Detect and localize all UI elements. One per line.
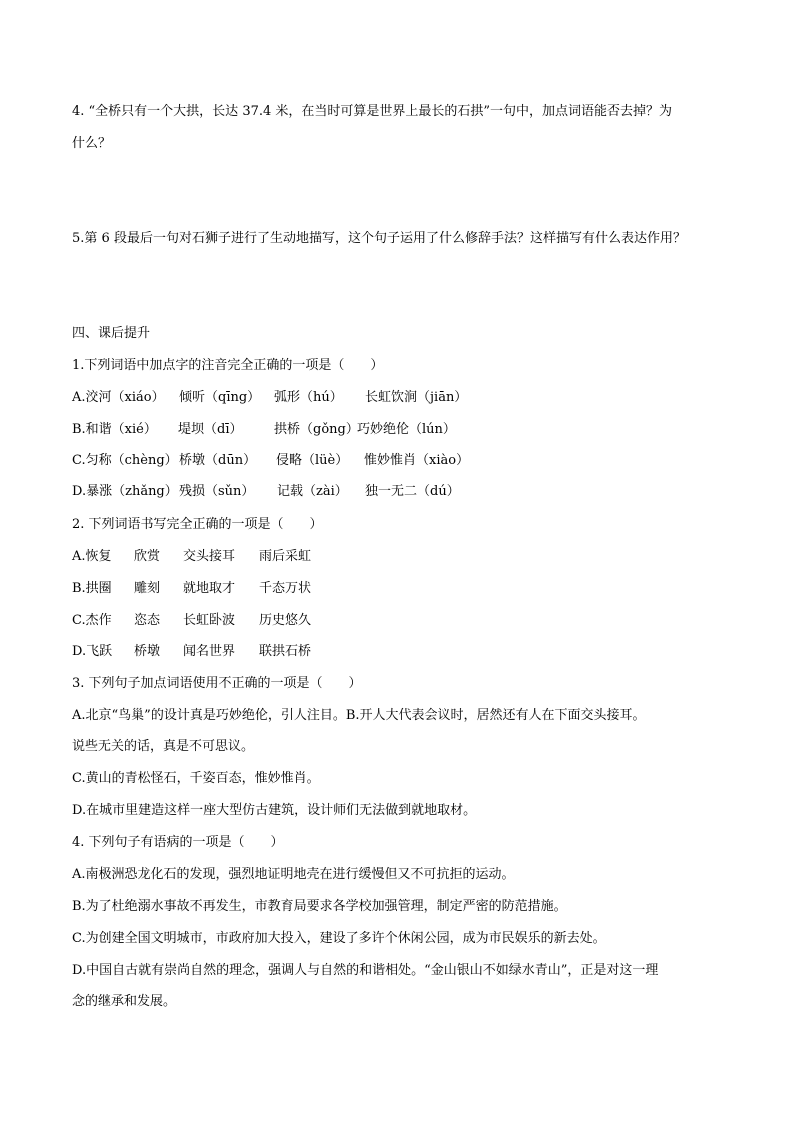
q3-option-c: C.黄山的青松怪石，千姿百态，惟妙惟肖。 — [72, 771, 320, 786]
q2-option-c — [72, 612, 311, 630]
q1-b-4: 巧妙绝伦（lún） — [357, 422, 456, 437]
q1-a-2: 倾听（qīng） — [179, 390, 261, 405]
q2-b-4: 千态万状 — [259, 581, 312, 596]
q2-a-4: 雨后采虹 — [259, 549, 312, 564]
q1-c-4: 惟妙惟肖（xiào） — [364, 453, 470, 468]
question-4-line-2: 什么？ — [72, 136, 112, 151]
q1-option-d — [72, 483, 460, 501]
q1-b-2: 堤坝（dī） — [178, 422, 243, 437]
q2-option-a — [72, 548, 311, 566]
q1-option-c — [72, 452, 469, 470]
q2-d-3: 闻名世界 — [183, 644, 236, 659]
q4b-option-d-line-1: D.中国自古就有崇尚自然的理念，强调人与自然的和谐相处。“金山银山不如绿水青山”，正是对这一理 — [72, 963, 659, 978]
question-5: 5.第 6 段最后一句对石狮子进行了生动地描写，这个句子运用了什么修辞手法？这样描写有什么表达作用？ — [72, 231, 686, 246]
q3-option-d: D.在城市里建造这样一座大型仿古建筑，设计师们无法做到就地取材。 — [72, 803, 477, 818]
question-4-line-1: 4. “全桥只有一个大拱，长达 37.4 米，在当时可算是世界上最长的石拱”一句中，加点词语能否去掉？为 — [72, 104, 673, 119]
q4b-option-d-line-2: 念的继承和发展。 — [72, 994, 177, 1009]
q2-option-b — [72, 580, 311, 598]
q1-option-a — [72, 389, 467, 407]
q1-option-b — [72, 421, 456, 439]
q1-a-4: 长虹饮涧（jiān） — [365, 390, 468, 405]
q2-b-2: 雕刻 — [134, 581, 161, 596]
q1-b-3: 拱桥（gǒng） — [274, 422, 359, 437]
q1-d-3: 记载（zài） — [277, 484, 348, 499]
q2-d-1: D.飞跃 — [72, 644, 113, 659]
q1-stem: 1.下列词语中加点字的注音完全正确的一项是（ ） — [72, 358, 384, 373]
q2-c-3: 长虹卧波 — [183, 613, 236, 628]
q3-option-ab-cont: 说些无关的话，真是不可思议。 — [72, 739, 255, 754]
q1-b-1: B.和谐（xié） — [72, 422, 157, 437]
q2-c-2: 恣态 — [134, 613, 161, 628]
q2-b-3: 就地取才 — [183, 581, 236, 596]
q1-a-1: A.洨河（xiáo） — [72, 390, 165, 405]
section-title: 四、课后提升 — [72, 326, 151, 341]
q2-a-1: A.恢复 — [72, 549, 112, 564]
q1-d-1: D.暴涨（zhǎng） — [72, 484, 178, 499]
q2-a-3: 交头接耳 — [183, 549, 236, 564]
q1-c-3: 侵略（lüè） — [276, 453, 349, 468]
q2-option-d — [72, 643, 311, 661]
q2-c-4: 历史悠久 — [259, 613, 312, 628]
q1-d-4: 独一无二（dú） — [365, 484, 460, 499]
q2-stem: 2. 下列词语书写完全正确的一项是（ ） — [72, 517, 323, 532]
q4b-option-b: B.为了杜绝溺水事故不再发生，市教育局要求各学校加强管理，制定严密的防范措施。 — [72, 899, 567, 914]
q2-d-4: 联拱石桥 — [259, 644, 312, 659]
q1-c-2: 桥墩（dūn） — [179, 453, 257, 468]
q2-c-1: C.杰作 — [72, 613, 112, 628]
q4b-option-a: A.南极洲恐龙化石的发现，强烈地证明地壳在进行缓慢但又不可抗拒的运动。 — [72, 867, 515, 882]
q2-b-1: B.拱圈 — [72, 581, 112, 596]
q3-stem: 3. 下列句子加点词语使用不正确的一项是（ ） — [72, 676, 362, 691]
q2-d-2: 桥墩 — [134, 644, 161, 659]
q4b-stem: 4. 下列句子有语病的一项是（ ） — [72, 835, 284, 850]
q4b-option-c: C.为创建全国文明城市，市政府加大投入，建设了多许个休闲公园，成为市民娱乐的新去处。 — [72, 931, 606, 946]
q1-a-3: 弧形（hú） — [274, 390, 343, 405]
q1-d-2: 残损（sǔn） — [179, 484, 255, 499]
q2-a-2: 欣赏 — [134, 549, 161, 564]
q3-option-ab: A.北京“鸟巢”的设计真是巧妙绝伦，引人注目。B.开人大代表会议时，居然还有人在下面交头接耳。 — [72, 708, 646, 723]
q1-c-1: C.匀称（chèng） — [72, 453, 178, 468]
